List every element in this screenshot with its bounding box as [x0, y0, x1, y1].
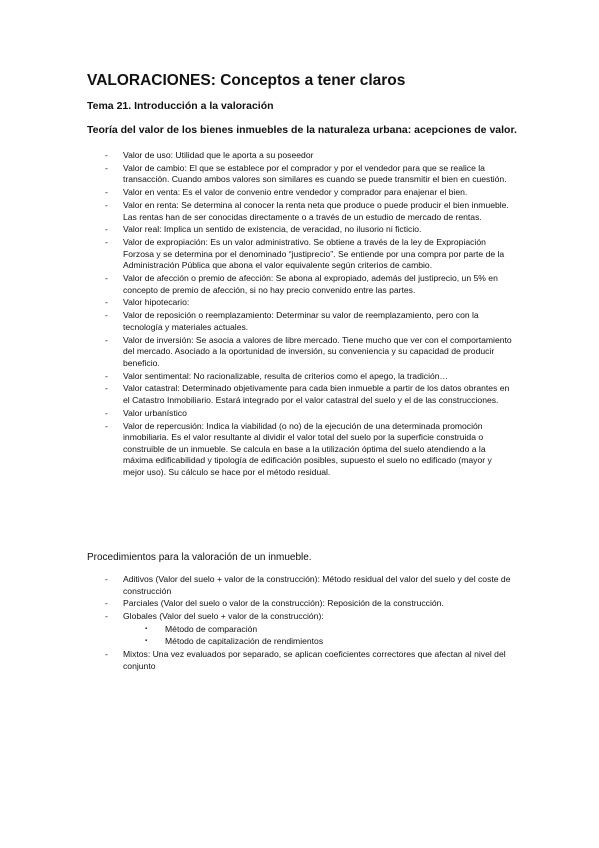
- topic-heading: Tema 21. Introducción a la valoración: [87, 100, 274, 112]
- section-heading-procedures: Procedimientos para la valoración de un inmueble.: [87, 552, 312, 563]
- value-definitions-list: [105, 150, 515, 480]
- list-item: - Valor de inversión: Se asocia a valores de libre mercado. Tiene mucho que ver con el comportamiento del mercado. Asociado a la oportunidad de inversión, su conveniencia y su capacidad de producir beneficio.: [105, 335, 515, 370]
- list-item: - Valor de uso: Utilidad que le aporta a su poseedor: [105, 150, 515, 162]
- list-item: - Valor sentimental: No racionalizable, resulta de criterios como el apego, la tradición…: [105, 371, 515, 383]
- sublist-item: ▪ Método de comparación: [145, 624, 515, 636]
- list-item: - Valor urbanístico: [105, 408, 515, 420]
- section-heading-value-theory: Teoría del valor de los bienes inmuebles de la naturaleza urbana: acepciones de valor.: [87, 124, 517, 136]
- list-item: - Aditivos (Valor del suelo + valor de la construcción): Método residual del valor del suelo y del coste de construcción: [105, 574, 515, 597]
- procedures-list: [105, 574, 515, 674]
- page-title: VALORACIONES: Conceptos a tener claros: [87, 72, 406, 89]
- list-item: - Valor en venta: Es el valor de convenio entre vendedor y comprador para enajenar el bien.: [105, 187, 515, 199]
- list-item: - Valor real: Implica un sentido de existencia, de veracidad, no ilusorio ni ficticio.: [105, 224, 515, 236]
- list-item: - Valor de cambio: El que se establece por el comprador y por el vendedor para que se realice la transacción. Cuando ambos valores son similares es cuando se puede transmitir el bien en cuestión.: [105, 163, 515, 186]
- list-item: [105, 611, 515, 648]
- list-item: - Valor de repercusión: Indica la viabilidad (o no) de la ejecución de una determinada promoción inmobiliaria. Es el valor resultante al dividir el valor total del suelo por la superficie construida o construible de un inmueble. Se calcula en base a la utilización óptima del suelo atendiendo a la máxima edificabilidad y tipología de edificación posibles, supuesto el suelo no edificado (mayor y mejor uso). Su cálculo se hace por el método residual.: [105, 421, 515, 479]
- list-item: - Valor catastral: Determinado objetivamente para cada bien inmueble a partir de los datos obrantes en el Catastro Inmobiliario. Estará integrado por el valor catastral del suelo y el de las construcciones.: [105, 383, 515, 406]
- global-methods-sublist: [123, 624, 515, 648]
- list-item: - Valor de reposición o reemplazamiento: Determinar su valor de reemplazamiento, pero con la tecnología y materiales actuales.: [105, 310, 515, 333]
- sublist-item: ▪ Método de capitalización de rendimientos: [145, 636, 515, 648]
- list-item: - Valor de expropiación: Es un valor administrativo. Se obtiene a través de la ley de Expropiación Forzosa y se determina por el denominado “justiprecio”. Se entiende por una compra por parte de la Administración Pública que abona el valor equivalente según criterios de cambio.: [105, 237, 515, 272]
- list-item: - Valor hipotecario:: [105, 297, 515, 309]
- list-item: - Parciales (Valor del suelo o valor de la construcción): Reposición de la construcción.: [105, 598, 515, 610]
- list-item: - Valor de afección o premio de afección: Se abona al expropiado, además del justiprecio, un 5% en concepto de premio de afección, si no hay precio convenido entre las partes.: [105, 273, 515, 296]
- list-item: - Mixtos: Una vez evaluados por separado, se aplican coeficientes correctores que afectan al nivel del conjunto: [105, 649, 515, 672]
- list-item-text: Globales (Valor del suelo + valor de la construcción):: [123, 611, 324, 622]
- list-item: - Valor en renta: Se determina al conocer la renta neta que produce o puede producir el bien inmueble. Las rentas han de ser conocidas directamente o a través de un estudio de mercado de rentas.: [105, 200, 515, 223]
